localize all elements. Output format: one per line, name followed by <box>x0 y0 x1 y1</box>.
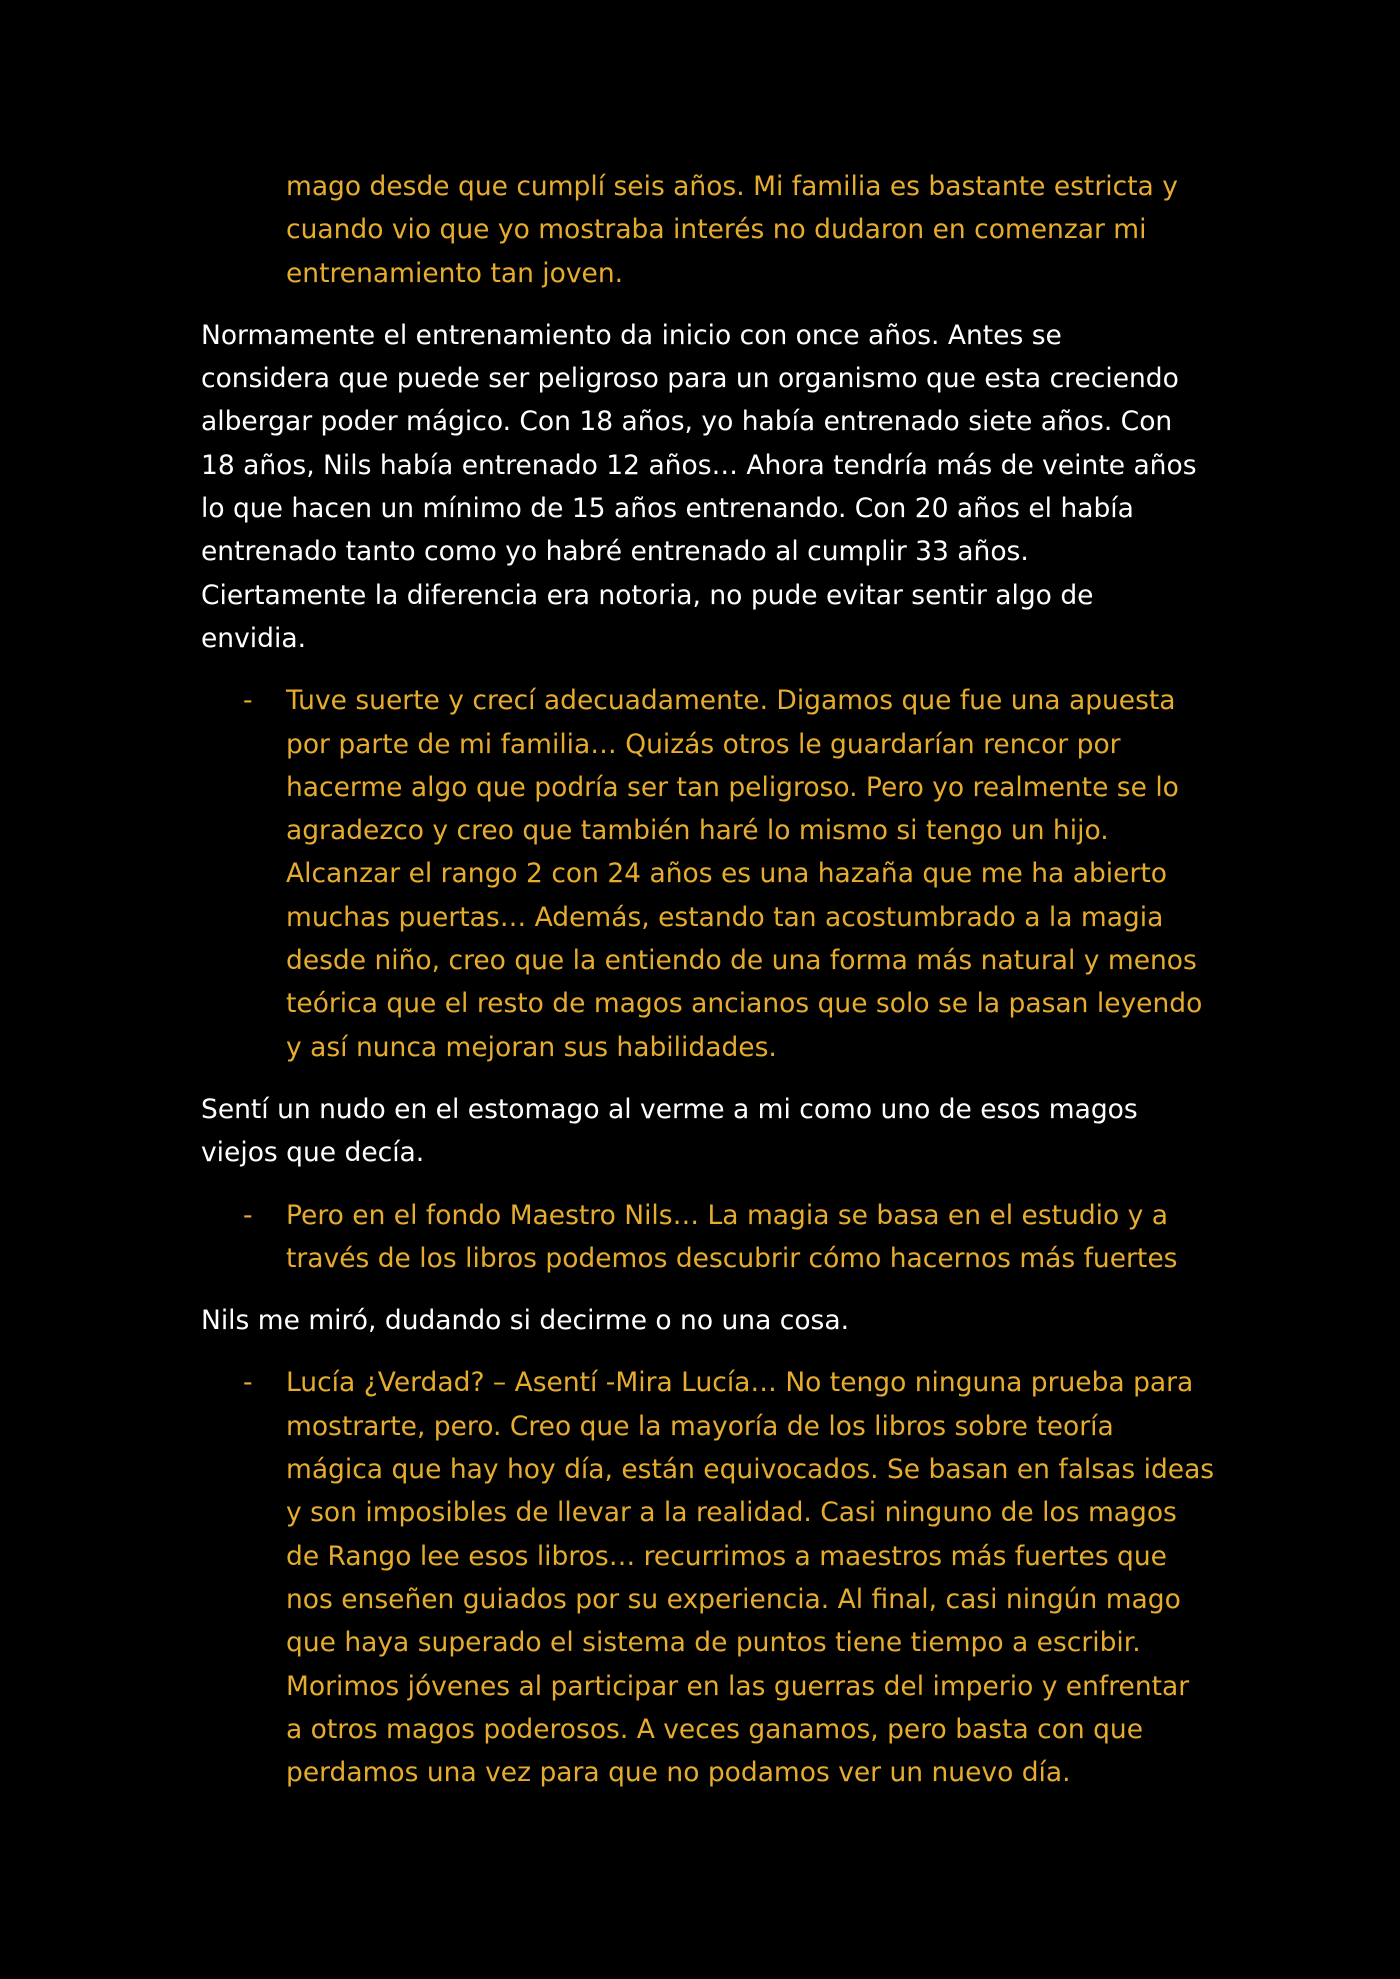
text-line: nos enseñen guiados por su experiencia. Al final, casi ningún mago <box>286 1583 1181 1615</box>
text-line: Morimos jóvenes al participar en las guerras del imperio y enfrentar <box>286 1670 1190 1702</box>
text-line: entrenado tanto como yo habré entrenado al cumplir 33 años. <box>201 536 1029 568</box>
dialogue-dash: - <box>243 685 253 717</box>
text-line: Alcanzar el rango 2 con 24 años es una hazaña que me ha abierto <box>286 858 1167 890</box>
paragraph-spacer <box>201 1175 1211 1194</box>
narration-paragraph <box>201 314 1211 660</box>
text-line: envidia. <box>201 622 306 654</box>
text-line: que haya superado el sistema de puntos tiene tiempo a escribir. <box>286 1627 1141 1659</box>
text-line: desde niño, creo que la entiendo de una forma más natural y menos <box>286 945 1197 977</box>
text-line: muchas puertas… Además, estando tan acostumbrado a la magia <box>286 901 1164 933</box>
dialogue-dash: - <box>243 1199 253 1231</box>
dialogue-dash: - <box>243 1367 253 1399</box>
paragraph-spacer <box>201 1342 1211 1361</box>
text-line: lo que hacen un mínimo de 15 años entrenando. Con 20 años el había <box>201 493 1134 525</box>
text-line: mágica que hay hoy día, están equivocados. Se basan en falsas ideas <box>286 1454 1215 1486</box>
text-line: y así nunca mejoran sus habilidades. <box>286 1031 777 1063</box>
paragraph-spacer <box>201 1280 1211 1299</box>
text-line: Normamente el entrenamiento da inicio con once años. Antes se <box>201 319 1062 351</box>
text-line: hacerme algo que podría ser tan peligroso. Pero yo realmente se lo <box>286 771 1179 803</box>
text-line: cuando vio que yo mostraba interés no dudaron en comenzar mi <box>286 214 1147 246</box>
narration-paragraph <box>201 1088 1211 1175</box>
text-line: de Rango lee esos libros… recurrimos a maestros más fuertes que <box>286 1540 1167 1572</box>
text-line: mostrarte, pero. Creo que la mayoría de los libros sobre teoría <box>286 1410 1114 1442</box>
text-line: agradezco y creo que también haré lo mismo si tengo un hijo. <box>286 815 1109 847</box>
text-line: teórica que el resto de magos ancianos que solo se la pasan leyendo <box>286 988 1203 1020</box>
text-line: albergar poder mágico. Con 18 años, yo había entrenado siete años. Con <box>201 406 1173 438</box>
narration-paragraph <box>201 1299 1211 1342</box>
text-line: Nils me miró, dudando si decirme o no una cosa. <box>201 1305 849 1337</box>
text-line: y son imposibles de llevar a la realidad. Casi ninguno de los magos <box>286 1497 1177 1529</box>
text-line: Tuve suerte y crecí adecuadamente. Digamos que fue una apuesta <box>286 685 1176 717</box>
text-line: Sentí un nudo en el estomago al verme a mi como uno de esos magos <box>201 1093 1138 1125</box>
text-line: Ciertamente la diferencia era notoria, no pude evitar sentir algo de <box>201 579 1094 611</box>
text-line: a otros magos poderosos. A veces ganamos, pero basta con que <box>286 1713 1144 1745</box>
dialogue-paragraph <box>201 679 1211 1069</box>
dialogue-paragraph <box>201 1361 1215 1794</box>
paragraph-spacer <box>201 660 1211 679</box>
paragraph-spacer <box>201 1069 1211 1088</box>
paragraph-spacer <box>201 295 1211 314</box>
text-line: 18 años, Nils había entrenado 12 años… Ahora tendría más de veinte años <box>201 449 1197 481</box>
text-line: través de los libros podemos descubrir cómo hacernos más fuertes <box>286 1242 1178 1274</box>
text-line: perdamos una vez para que no podamos ver un nuevo día. <box>286 1757 1071 1789</box>
dialogue-paragraph <box>201 165 1211 295</box>
text-line: Pero en el fondo Maestro Nils… La magia se basa en el estudio y a <box>286 1199 1168 1231</box>
text-line: mago desde que cumplí seis años. Mi familia es bastante estricta y <box>286 171 1178 202</box>
text-line: entrenamiento tan joven. <box>286 257 624 289</box>
dialogue-paragraph <box>201 1194 1211 1281</box>
text-line: por parte de mi familia… Quizás otros le guardarían rencor por <box>286 728 1121 760</box>
text-line: viejos que decía. <box>201 1137 425 1169</box>
document-body <box>201 165 1215 1794</box>
text-line: considera que puede ser peligroso para un organismo que esta creciendo <box>201 363 1179 395</box>
text-line: Lucía ¿Verdad? – Asentí -Mira Lucía… No tengo ninguna prueba para <box>286 1367 1194 1399</box>
